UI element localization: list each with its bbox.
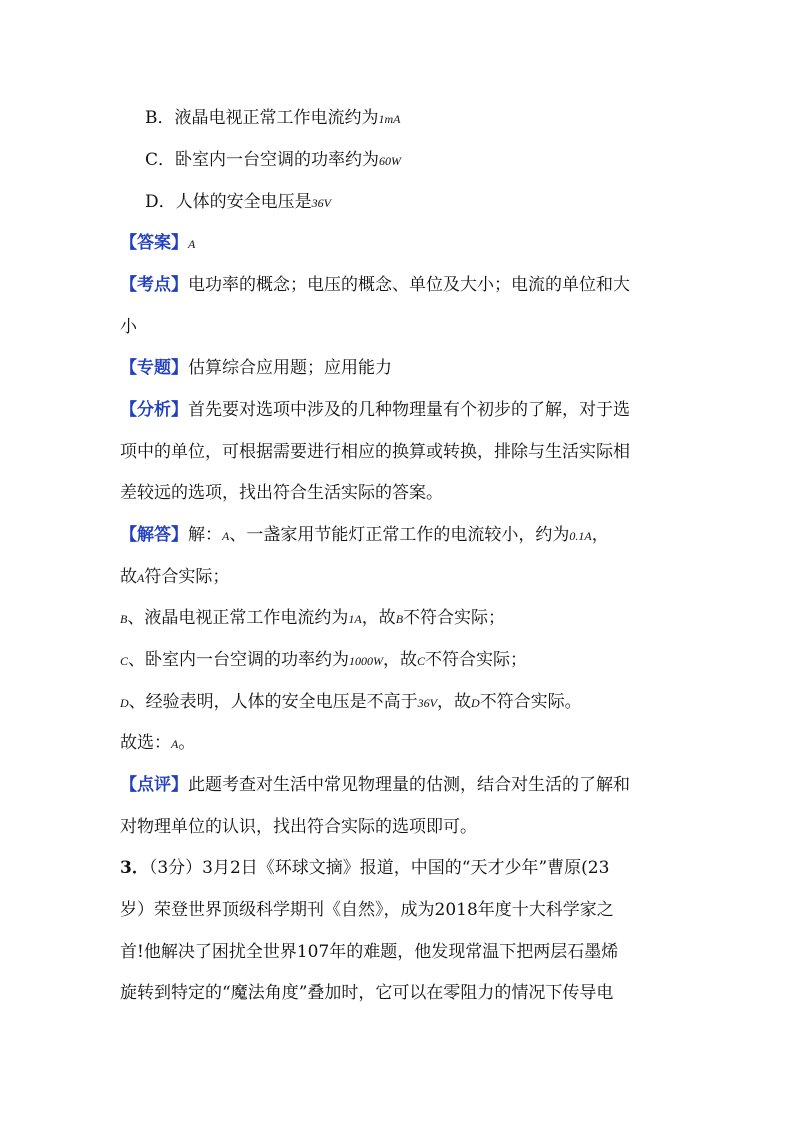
jieda-select-post: 。 [178, 733, 196, 753]
dianping-text-2: 对物理单位的认识，找出符合实际的选项即可。 [120, 817, 477, 837]
option-c-value: 60W [379, 154, 402, 168]
dianping-text-1: 此题考查对生活中常见物理量的估测，结合对生活的了解和 [188, 775, 630, 795]
jieda-c-mid: ，故 [383, 650, 418, 670]
jieda-line-2 [120, 565, 229, 590]
jieda-d-post: 不符合实际。 [479, 692, 582, 712]
fenxi-text-2: 项中的单位，可根据需要进行相应的换算或转换，排除与生活实际相 [120, 442, 630, 462]
jieda-c-value: 1000W [349, 654, 384, 668]
kaodian-tag: 【考点】 [120, 275, 188, 295]
question3-line-2 [120, 898, 614, 922]
option-d-text: 人体的安全电压是 [175, 192, 312, 212]
jieda-d-text: 、经验表明，人体的安全电压是不高于 [128, 692, 418, 712]
jieda-a-letter: A [222, 529, 230, 543]
question3-line-3 [120, 940, 618, 964]
jieda-a1: 解： [188, 525, 222, 545]
kaodian-line-2 [120, 315, 137, 339]
jieda-select-line [120, 731, 195, 756]
jieda-d-letter: D [120, 696, 129, 710]
kaodian-text-2: 小 [120, 317, 137, 337]
option-d [145, 190, 331, 215]
jieda-b-letter2: B [395, 612, 404, 626]
jieda-line-1 [120, 523, 609, 548]
option-c [145, 148, 401, 173]
jieda-select-pre: 故选： [120, 733, 171, 753]
option-b-label: B． [145, 108, 175, 128]
jieda-c-letter: C [120, 654, 129, 668]
jieda-b-mid: ，故 [361, 608, 396, 628]
jieda-b-post: 不符合实际； [403, 608, 506, 628]
fenxi-line-1 [120, 398, 630, 422]
jieda-a2: 、一盏家用节能灯正常工作的电流较小，约为 [229, 525, 570, 545]
dianping-line-1 [120, 773, 630, 797]
question3-line-4 [120, 981, 613, 1005]
jieda-d-mid: ，故 [437, 692, 472, 712]
dianping-tag: 【点评】 [120, 775, 188, 795]
jieda-d-letter2: D [471, 696, 480, 710]
kaodian-line-1 [120, 273, 630, 297]
jieda-b-letter: B [120, 612, 128, 626]
jieda-tag: 【解答】 [120, 525, 188, 545]
answer-line [120, 231, 195, 256]
kaodian-text-1: 电功率的概念；电压的概念、单位及大小；电流的单位和大 [188, 275, 630, 295]
question3-text-1: （3分）3月2日《环球文摘》报道，中国的“天才少年”曹原(23 [148, 858, 610, 878]
fenxi-line-3 [120, 481, 443, 505]
option-b [145, 106, 401, 131]
question3-number: 3． [120, 858, 149, 878]
fenxi-tag: 【分析】 [120, 400, 188, 420]
fenxi-line-2 [120, 440, 630, 464]
jieda-c-post: 不符合实际； [425, 650, 528, 670]
question3-line-1 [120, 856, 609, 880]
zhuanti-text: 估算综合应用题；应用能力 [188, 358, 392, 378]
jieda-a-value: 0.1A [569, 529, 592, 543]
jieda-a3: ， [591, 525, 609, 545]
fenxi-text-3: 差较远的选项，找出符合生活实际的答案。 [120, 483, 443, 503]
dianping-line-2 [120, 815, 477, 839]
answer-value: A [188, 237, 196, 251]
zhuanti-line [120, 356, 392, 380]
jieda-d-value: 36V [417, 696, 438, 710]
option-c-text: 卧室内一台空调的功率约为 [175, 150, 380, 170]
zhuanti-tag: 【专题】 [120, 358, 188, 378]
option-c-label: C． [145, 150, 176, 170]
option-d-label: D． [145, 192, 176, 212]
jieda-select-letter: A [171, 737, 179, 751]
jieda-c-text: 、卧室内一台空调的功率约为 [128, 650, 350, 670]
jieda-line-c [120, 648, 527, 673]
option-b-value: 1mA [378, 112, 401, 126]
jieda-a4-post: 符合实际； [144, 567, 230, 587]
jieda-a4-pre: 故 [120, 567, 137, 587]
jieda-b-text: 、液晶电视正常工作电流约为 [127, 608, 349, 628]
jieda-line-d [120, 690, 582, 715]
option-b-text: 液晶电视正常工作电流约为 [174, 108, 379, 128]
question3-text-3: 首!他解决了困扰全世界107年的难题，他发现常温下把两层石墨烯 [120, 942, 619, 962]
option-d-value: 36V [311, 196, 331, 210]
jieda-a4-letter: A [137, 571, 145, 585]
jieda-c-letter2: C [417, 654, 426, 668]
jieda-line-b [120, 606, 505, 631]
answer-tag: 【答案】 [120, 233, 188, 253]
question3-text-2: 岁）荣登世界顶级科学期刊《自然》，成为2018年度十大科学家之 [120, 900, 614, 920]
jieda-b-value: 1A [348, 612, 362, 626]
fenxi-text-1: 首先要对选项中涉及的几种物理量有个初步的了解，对于选 [188, 400, 630, 420]
question3-text-4: 旋转到特定的“魔法角度”叠加时，它可以在零阻力的情况下传导电 [120, 983, 614, 1003]
